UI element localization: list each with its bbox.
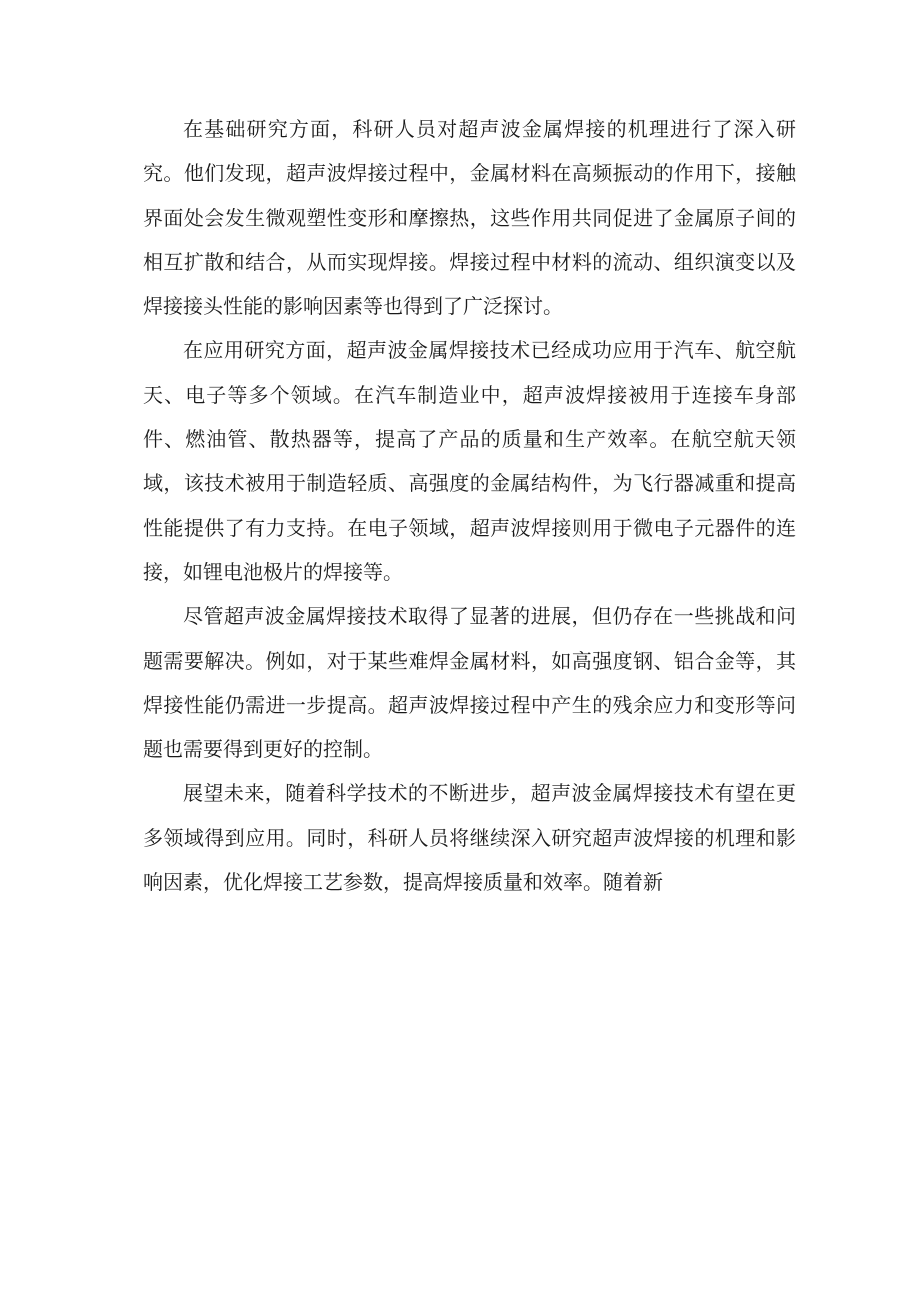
text-line: 在应用研究方面，超声波金属焊接技术已经成功应用于汽车、航空航 — [183, 338, 796, 363]
text-line: 天、电子等多个领域。在汽车制造业中，超声波焊接被用于连接车身部件、 — [143, 382, 796, 452]
text-line: 散和结合，从而实现焊接。焊接过程中材料的流动、组织演变以及焊接接 — [143, 249, 797, 319]
text-line: 会发生微观塑性变形和摩擦热，这些作用共同促进了金属原子间的相互扩 — [143, 205, 797, 274]
text-line: 题需要解决。例如，对于某些难焊金属材料，如高强度钢、铝合金等，其 — [143, 648, 796, 673]
text-line: 展望未来，随着科学技术的不断进步，超声波金属焊接技术有望在更 — [183, 781, 796, 806]
document-body — [143, 107, 796, 904]
paragraph-outlook — [143, 771, 796, 904]
text-line: 他们发现，超声波焊接过程中，金属材料在高频振动的作用下，接触界面处 — [143, 161, 797, 230]
text-line: 在基础研究方面，科研人员对超声波金属焊接的机理进行了深入研究。 — [143, 117, 796, 186]
text-line: 供了有力支持。在电子领域，超声波焊接则用于微电子元器件的连接，如 — [143, 515, 797, 584]
paragraph-applied-research — [143, 328, 796, 594]
text-line: 响因素，优化焊接工艺参数，提高焊接质量和效率。随着新 — [143, 870, 663, 895]
text-line: 技术被用于制造轻质、高强度的金属结构件，为飞行器减重和提高性能提 — [143, 471, 797, 540]
paragraph-challenges — [143, 594, 796, 771]
text-line: 锂电池极片的焊接等。 — [203, 559, 403, 584]
text-line: 头性能的影响因素等也得到了广泛探讨。 — [203, 294, 563, 319]
paragraph-basic-research — [143, 107, 796, 328]
text-line: 尽管超声波金属焊接技术取得了显著的进展，但仍存在一些挑战和问 — [183, 604, 796, 629]
text-line: 多领域得到应用。同时，科研人员将继续深入研究超声波焊接的机理和影 — [143, 825, 796, 850]
text-line: 焊接性能仍需进一步提高。超声波焊接过程中产生的残余应力和变形等问 — [143, 692, 796, 717]
text-line: 燃油管、散热器等，提高了产品的质量和生产效率。在航空航天领域，该 — [143, 427, 797, 496]
text-line: 题也需要得到更好的控制。 — [143, 737, 383, 762]
